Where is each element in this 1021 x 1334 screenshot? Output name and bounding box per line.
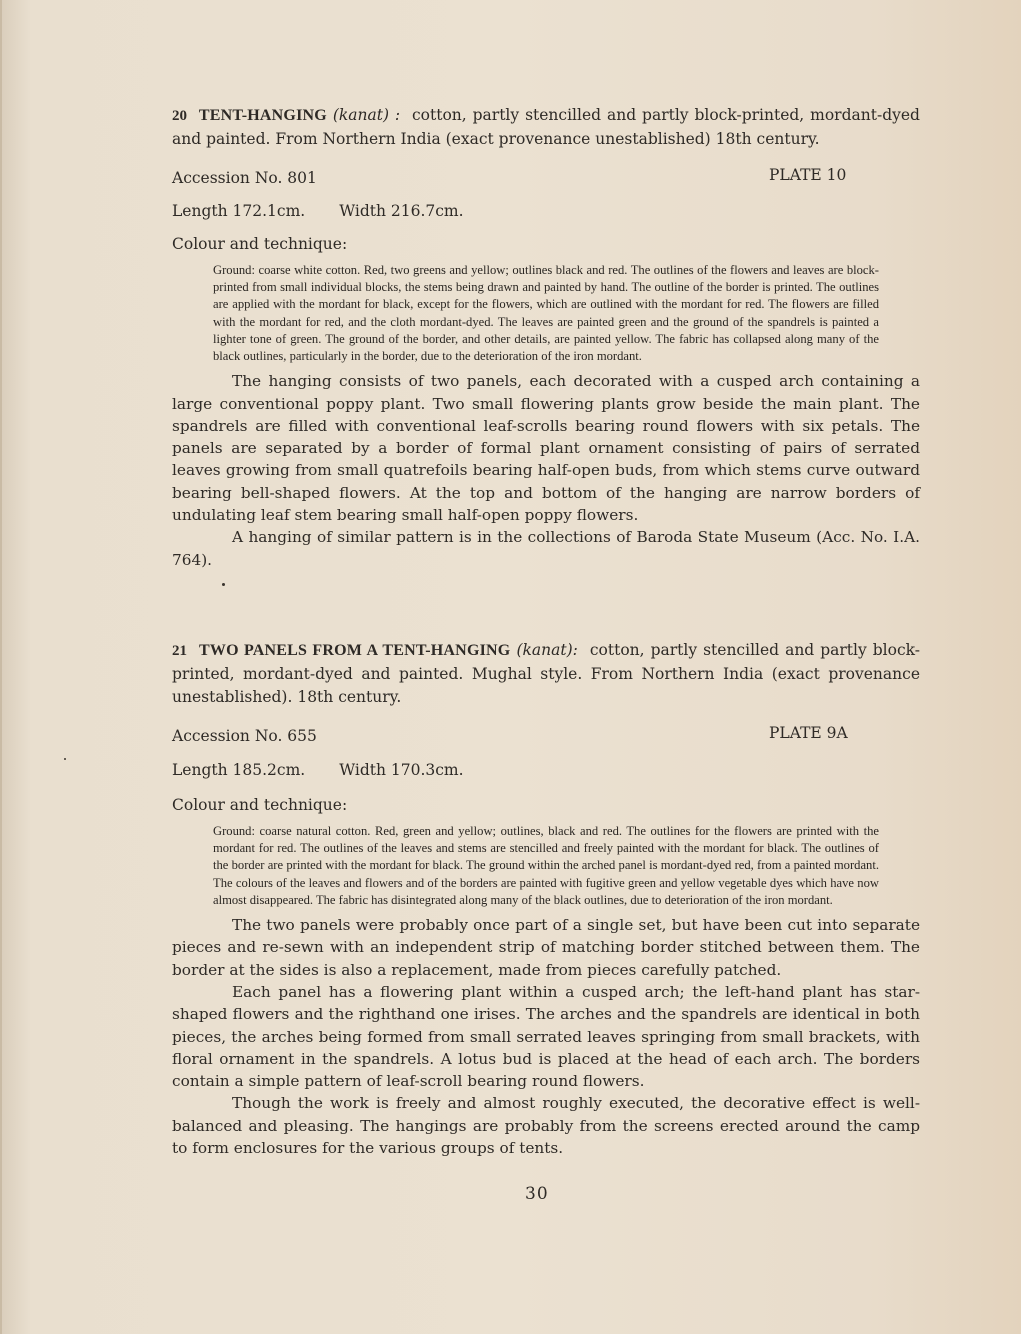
entry-description: cotton, partly stencilled and partly block-printed, mordant-dyed and painted. From Northern India (exact provenance unestablished) 18th century. bbox=[172, 106, 920, 148]
page-number: 30 bbox=[525, 1184, 549, 1204]
entry-number: 20 bbox=[172, 108, 187, 124]
entry-title: TENT-HANGING bbox=[198, 107, 327, 124]
accession-number: Accession No. 655 bbox=[172, 727, 317, 745]
accession-row bbox=[172, 167, 920, 189]
plate-reference: PLATE 10 bbox=[769, 166, 847, 184]
length-value: Length 172.1cm. bbox=[172, 202, 306, 220]
entry-number: 21 bbox=[172, 643, 187, 659]
width-value: Width 170.3cm. bbox=[339, 761, 464, 779]
plate-reference: PLATE 9A bbox=[769, 724, 848, 742]
dimensions-row bbox=[172, 200, 920, 222]
length-value: Length 185.2cm. bbox=[172, 761, 306, 779]
entry-heading bbox=[172, 104, 920, 151]
catalogue-entry-20 bbox=[172, 104, 920, 571]
width-value: Width 216.7cm. bbox=[339, 202, 464, 220]
dimensions-row bbox=[172, 759, 920, 781]
body-paragraph: A hanging of similar pattern is in the collections of Baroda State Museum (Acc. No. I.A. 764). bbox=[172, 528, 920, 569]
colour-technique-label: Colour and technique: bbox=[172, 796, 348, 814]
body-paragraph: Though the work is freely and almost roughly executed, the decorative effect is well-balanced and pleasing. The hangings are probably from the screens erected around the camp to form enclosures for the various groups of tents. bbox=[172, 1094, 920, 1157]
body-paragraph: Each panel has a flowering plant within a cusped arch; the left-hand plant has star-shaped flowers and the righthand one irises. The arches and the spandrels are identical in both pieces, the arches being formed from small serrated leaves springing from small brackets, with floral ornament in the spandrels. A lotus bud is placed at the head of each arch. The borders contain a simple pattern of leaf-scroll bearing round flowers. bbox=[172, 982, 920, 1091]
body-paragraph: The two panels were probably once part of a single set, but have been cut into separate pieces and re-sewn with an independent strip of matching border stitched between them. The border at the sides is also a replacement, made from pieces carefully patched. bbox=[172, 916, 920, 979]
entry-title: TWO PANELS FROM A TENT-HANGING bbox=[199, 642, 511, 659]
body-paragraph: The hanging consists of two panels, each decorated with a cusped arch containing a large conventional poppy plant. Two small flowering plants grow beside the main plant. The spandrels are filled with conventional leaf-scrolls bearing round flowers with six petals. The panels are separated by a border of formal plant ornament consisting of pairs of serrated leaves growing from small quatrefoils bearing half-open buds, from which stems curve outward bearing bell-shaped flowers. At the top and bottom of the hanging are narrow borders of undulating leaf stem bearing small half-open poppy flowers. bbox=[172, 372, 920, 524]
paper-speck bbox=[64, 758, 66, 760]
entry-description: cotton, partly stencilled and partly block-printed, mordant-dyed and painted. Mughal style. From Northern India (exact provenance unestablished). 18th century. bbox=[172, 641, 921, 706]
technique-note: Ground: coarse natural cotton. Red, green and yellow; outlines, black and red. The outlines for the flowers are printed with the mordant for red. The outlines of the leaves and stems are stencilled and freely painted with the mordant for black. The outlines of the border are printed with the mordant for black. The ground within the arched panel is mordant-dyed red, from a painted mordant. The colours of the leaves and flowers and of the borders are painted with fugitive green and yellow vegetable dyes which have now almost disappeared. The fabric has disintegrated along many of the black outlines, due to deterioration of the iron mordant. bbox=[213, 824, 879, 907]
catalogue-entry-21 bbox=[172, 639, 920, 1159]
paper-speck bbox=[222, 583, 225, 586]
colour-technique-label: Colour and technique: bbox=[172, 235, 348, 253]
entry-term: (kanat): bbox=[516, 641, 578, 659]
entry-term: (kanat) : bbox=[332, 106, 401, 124]
technique-note: Ground: coarse white cotton. Red, two greens and yellow; outlines black and red. The outlines of the flowers and leaves are block-printed from small individual blocks, the stems being drawn and painted by hand. The outline of the border is printed. The outlines are applied with the mordant for black, except for the flowers, which are outlined with the mordant for red. The flowers are filled with the mordant for red, and the cloth mordant-dyed. The leaves are painted green and the ground of the spandrels is painted a lighter tone of green. The ground of the border, and other details, are painted yellow. The fabric has collapsed along many of the black outlines, particularly in the border, due to the deterioration of the iron mordant. bbox=[213, 263, 879, 364]
accession-number: Accession No. 801 bbox=[172, 169, 317, 187]
accession-row bbox=[172, 725, 920, 747]
page-edge bbox=[0, 0, 2, 1334]
entry-heading bbox=[172, 639, 920, 709]
